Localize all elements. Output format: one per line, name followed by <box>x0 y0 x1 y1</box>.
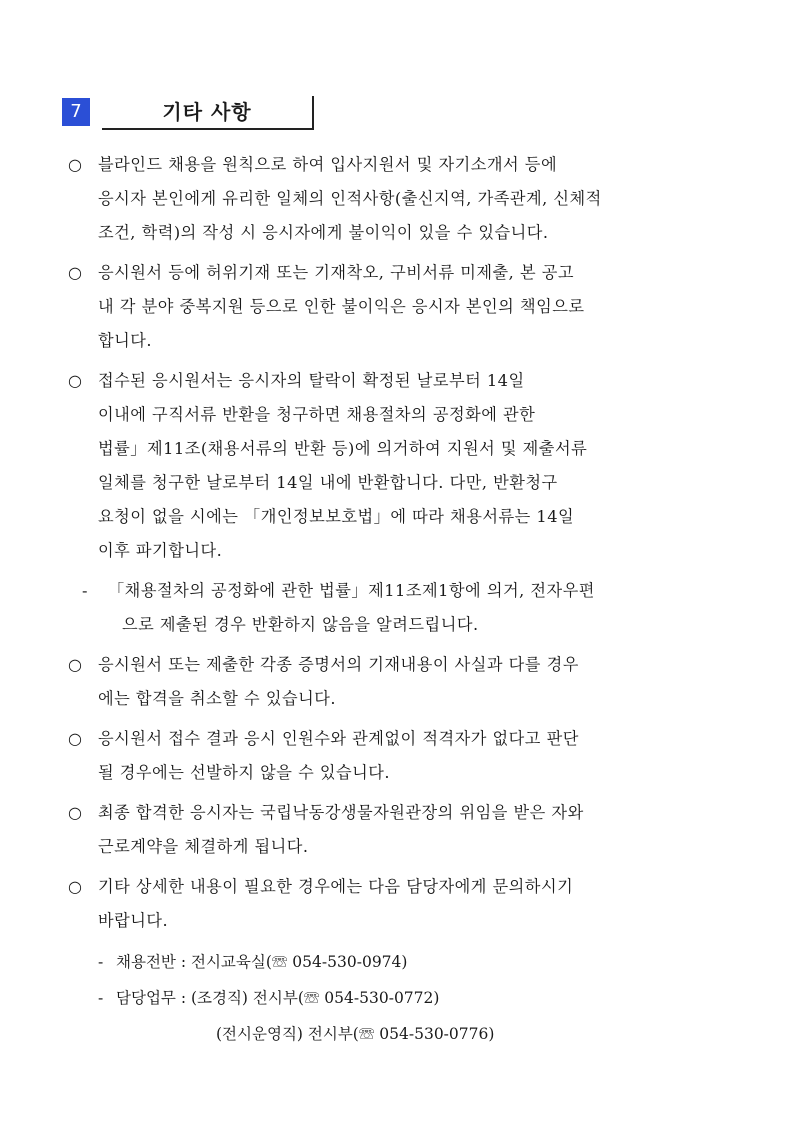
text-line: 블라인드 채용을 원칙으로 하여 입사지원서 및 자기소개서 등에 <box>98 155 558 174</box>
text-line: 바랍니다. <box>98 911 169 930</box>
text-line: 응시원서 접수 결과 응시 인원수와 관계없이 적격자가 없다고 판단 <box>98 729 579 748</box>
notice-item-blind-hiring <box>68 148 708 250</box>
text-line: 이내에 구직서류 반환을 청구하면 채용절차의 공정화에 관한 <box>98 405 536 424</box>
text-line: 응시원서 또는 제출한 각종 증명서의 기재내용이 사실과 다를 경우 <box>98 655 579 674</box>
text-line: 「채용절차의 공정화에 관한 법률」제11조제1항에 의거, 전자우편 <box>108 581 595 600</box>
contact-duty <box>68 980 708 1016</box>
notice-item-no-qualified <box>68 722 708 790</box>
text-line: 응시원서 등에 허위기재 또는 기재착오, 구비서류 미제출, 본 공고 <box>98 263 575 282</box>
circle-bullet-icon: ○ <box>68 803 83 822</box>
notice-body <box>68 148 708 1052</box>
text-line: 으로 제출된 경우 반환하지 않음을 알려드립니다. <box>122 615 479 634</box>
text-line: 일체를 청구한 날로부터 14일 내에 반환합니다. 다만, 반환청구 <box>98 473 558 492</box>
notice-item-false-certificate <box>68 648 708 716</box>
text-line: 응시자 본인에게 유리한 일체의 인적사항(출신지역, 가족관계, 신체적 <box>98 189 602 208</box>
section-title: 기타 사항 <box>102 96 314 130</box>
contact-duty-2 <box>68 1016 708 1052</box>
notice-item-contract <box>68 796 708 864</box>
contact-general <box>68 944 708 980</box>
sub-note-email-submission <box>60 574 708 642</box>
notice-item-false-entry <box>68 256 708 358</box>
circle-bullet-icon: ○ <box>68 729 83 748</box>
text-line: 최종 합격한 응시자는 국립낙동강생물자원관장의 위임을 받은 자와 <box>98 803 584 822</box>
text-line: 이후 파기합니다. <box>98 541 223 560</box>
circle-bullet-icon: ○ <box>68 655 83 674</box>
text-line: 접수된 응시원서는 응시자의 탈락이 확정된 날로부터 14일 <box>98 371 525 390</box>
text-line: 요청이 없을 시에는 「개인정보보호법」에 따라 채용서류는 14일 <box>98 507 575 526</box>
text-line: 에는 합격을 취소할 수 있습니다. <box>98 689 337 708</box>
text-line: 내 각 분야 중복지원 등으로 인한 불이익은 응시자 본인의 책임으로 <box>98 297 585 316</box>
circle-bullet-icon: ○ <box>68 155 83 174</box>
dash-marker: - <box>98 953 104 971</box>
text-line: 조건, 학력)의 작성 시 응시자에게 불이익이 있을 수 있습니다. <box>98 223 549 242</box>
contact-duty2-text: (전시운영직) 전시부(☏ 054-530-0776) <box>216 1025 495 1043</box>
text-line: 될 경우에는 선발하지 않을 수 있습니다. <box>98 763 391 782</box>
text-line: 기타 상세한 내용이 필요한 경우에는 다음 담당자에게 문의하시기 <box>98 877 574 896</box>
text-line: 근로계약을 체결하게 됩니다. <box>98 837 309 856</box>
text-line: 합니다. <box>98 331 153 350</box>
notice-item-inquiry <box>68 870 708 938</box>
circle-bullet-icon: ○ <box>68 263 83 282</box>
dash-marker: - <box>98 989 104 1007</box>
notice-item-document-return <box>68 364 708 568</box>
section-number-badge: 7 <box>62 98 90 126</box>
circle-bullet-icon: ○ <box>68 877 83 896</box>
text-line: 법률」제11조(채용서류의 반환 등)에 의거하여 지원서 및 제출서류 <box>98 439 588 458</box>
contact-general-text: 채용전반 : 전시교육실(☏ 054-530-0974) <box>116 953 408 971</box>
dash-marker: - <box>82 581 88 600</box>
contact-duty-text: 담당업무 : (조경직) 전시부(☏ 054-530-0772) <box>116 989 440 1007</box>
circle-bullet-icon: ○ <box>68 371 83 390</box>
